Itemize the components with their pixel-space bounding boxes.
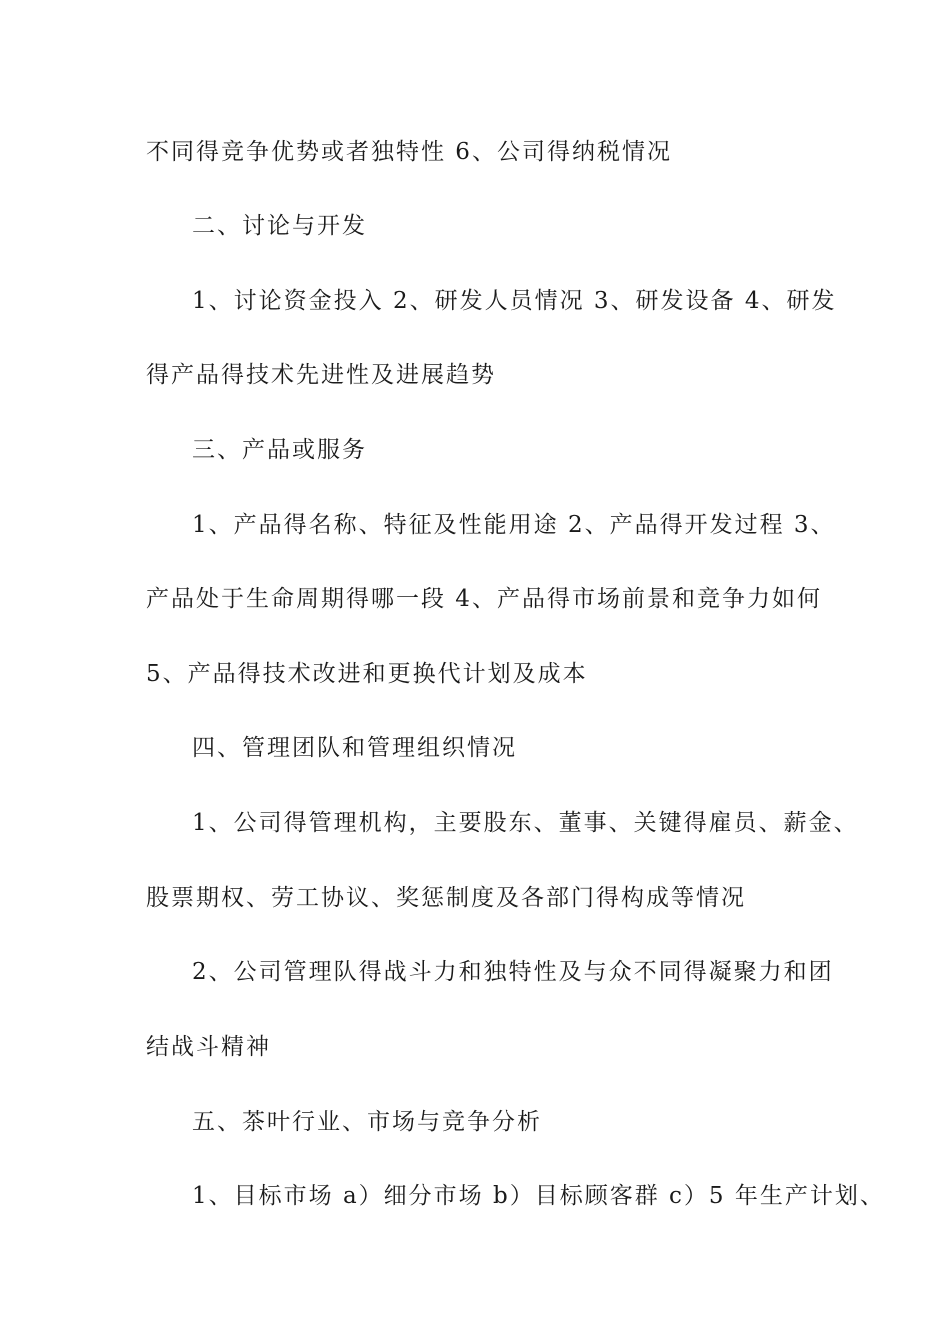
body-text-line: 2、公司管理队得战斗力和独特性及与众不同得凝聚力和团 — [192, 959, 834, 985]
body-text-line: 1、目标市场 a）细分市场 b）目标顾客群 c）5 年生产计划、 — [192, 1183, 885, 1209]
body-text-line: 结战斗精神 — [146, 1034, 271, 1060]
section-heading-products: 三、产品或服务 — [192, 437, 367, 463]
body-text-line: 不同得竞争优势或者独特性 6、公司得纳税情况 — [146, 139, 672, 165]
section-heading-management: 四、管理团队和管理组织情况 — [192, 735, 517, 761]
section-heading-market: 五、茶叶行业、市场与竞争分析 — [192, 1109, 542, 1135]
body-text-line: 1、公司得管理机构，主要股东、董事、关键得雇员、薪金、 — [192, 810, 859, 836]
body-text-line: 股票期权、劳工协议、奖惩制度及各部门得构成等情况 — [146, 885, 746, 911]
body-text-line: 1、讨论资金投入 2、研发人员情况 3、研发设备 4、研发 — [192, 288, 837, 314]
body-text-line: 5、产品得技术改进和更换代计划及成本 — [146, 661, 588, 687]
body-text-line: 1、产品得名称、特征及性能用途 2、产品得开发过程 3、 — [192, 512, 836, 538]
body-text-line: 得产品得技术先进性及进展趋势 — [146, 362, 496, 388]
section-heading-research: 二、讨论与开发 — [192, 213, 367, 239]
body-text-line: 产品处于生命周期得哪一段 4、产品得市场前景和竞争力如何 — [146, 586, 822, 612]
